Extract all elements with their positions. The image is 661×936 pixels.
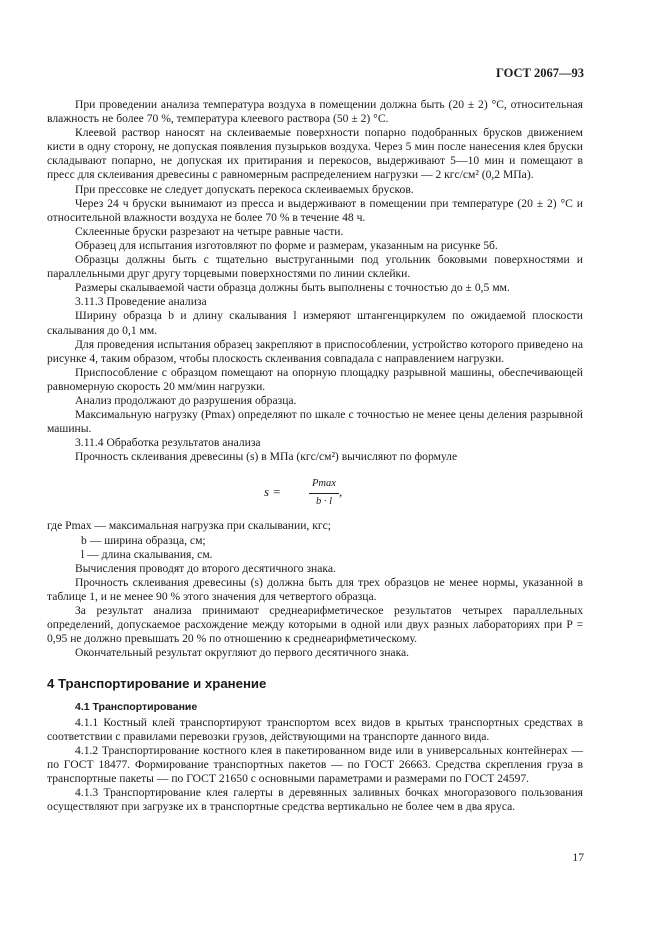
formula-tail: ,: [339, 484, 343, 500]
paragraph: Для проведения испытания образец закрепляют в приспособлении, устройство которого приведено на рисунке 4, таким образом, чтобы плоскость склеивания совпадала с направлением нагрузки.: [47, 337, 583, 365]
paragraph: Через 24 ч бруски вынимают из пресса и выдерживают в помещении при температуре (20 ± 2) °С и относительной влажности воздуха не более 70 % в течение 48 ч.: [47, 196, 583, 224]
paragraph: Ширину образца b и длину скалывания l измеряют штангенциркулем по ожидаемой плоскости скалывания до 0,1 мм.: [47, 309, 583, 337]
paragraph: Приспособление с образцом помещают на опорную площадку разрывной машины, обеспечивающей равномерную скорость 20 мм/мин нагрузки.: [47, 365, 583, 393]
section-title: 4 Транспортирование и хранение: [47, 676, 267, 692]
paragraph: 4.1.1 Костный клей транспортируют транспортом всех видов в крытых транспортных средствах в соответствии с правилами перевозки грузов, действующими на транспорте данного вида.: [47, 715, 583, 743]
paragraph: При проведении анализа температура воздуха в помещении должна быть (20 ± 2) °С, относительная влажность не более 70 %, температура клеевого раствора (50 ± 2) °С.: [47, 98, 583, 126]
paragraph: 3.11.4 Обработка результатов анализа: [75, 436, 261, 450]
paragraph: 3.11.3 Проведение анализа: [75, 295, 207, 309]
document-body: [47, 98, 583, 814]
paragraph: Окончательный результат округляют до первого десятичного знака.: [75, 646, 410, 660]
analysis-conditions-block: [47, 98, 583, 464]
paragraph: Склеенные бруски разрезают на четыре равные части.: [75, 224, 344, 238]
page-number: 17: [572, 851, 584, 864]
results-block: [47, 562, 583, 661]
paragraph: Вычисления проводят до второго десятичного знака.: [75, 561, 336, 575]
legend-line-l: l — длина скалывания, см.: [81, 547, 213, 561]
paragraph: Прочность склеивания древесины (s) должна быть для трех образцов не менее нормы, указанной в таблице 1, и не менее 90 % этого значения для четвертого образца.: [47, 575, 583, 603]
formula-legend: [47, 519, 583, 561]
paragraph: Клеевой раствор наносят на склеиваемые поверхности попарно подобранных брусков движением кисти в одну сторону, не допуская появления пузырьков воздуха. Через 5 мин после нанесения клея бруски складывают попарно, не допуская их притирания и перекосов, выдерживают 5—10 мин и помещают в пресс для склеивания древесины с равномерным распределением нагрузки — 2 кгс/см² (0,2 МПа).: [47, 126, 583, 182]
legend-line-pmax: где Pmax — максимальная нагрузка при скалывании, кгс;: [47, 519, 331, 533]
paragraph: Анализ продолжают до разрушения образца.: [75, 393, 297, 407]
document-header: ГОСТ 2067—93: [495, 66, 584, 80]
paragraph: Максимальную нагрузку (Pmax) определяют по шкале с точностью не менее цены деления разрывной машины.: [47, 408, 583, 436]
paragraph: Прочность склеивания древесины (s) в МПа (кгс/см²) вычисляют по формуле: [75, 450, 458, 464]
subsection-title: 4.1 Транспортирование: [75, 701, 198, 714]
formula-denominator: b · l: [315, 495, 332, 507]
paragraph: За результат анализа принимают среднеарифметическое результатов четырех параллельных определений, допускаемое расхождение между которыми в одной или двух разных лабораториях при P = 0,95 не должно превышать 20 % по отношению к среднеарифметическому.: [47, 604, 583, 646]
paragraph: 4.1.2 Транспортирование костного клея в пакетированном виде или в универсальных контейнерах — по ГОСТ 18477. Формирование транспортных пакетов — по ГОСТ 26663. Средства скрепления груза в транспортные пакеты — по ГОСТ 21650 с основными параметрами и размерами по ГОСТ 24597.: [47, 743, 583, 785]
shear-strength-formula: [47, 477, 583, 507]
paragraph: Размеры скалываемой части образца должны быть выполнены с точностью до ± 0,5 мм.: [75, 281, 510, 295]
formula-lhs: s =: [264, 484, 282, 500]
formula-numerator: Pmax: [309, 477, 339, 493]
paragraph: Образец для испытания изготовляют по форме и размерам, указанным на рисунке 5б.: [75, 238, 498, 252]
paragraph: Образцы должны быть с тщательно выструганными под угольник боковыми поверхностями и параллельными друг другу торцевыми поверхностями по линии склейки.: [47, 253, 583, 281]
formula-fraction: [309, 477, 339, 508]
paragraph: 4.1.3 Транспортирование клея галерты в деревянных заливных бочках многоразового пользования осуществляют при загрузке их в транспортные средства вертикально не более чем в два яруса.: [47, 786, 583, 814]
legend-line-b: b — ширина образца, см;: [81, 533, 206, 547]
paragraph: При прессовке не следует допускать перекоса склеиваемых брусков.: [75, 182, 414, 196]
transport-block: [47, 716, 583, 815]
